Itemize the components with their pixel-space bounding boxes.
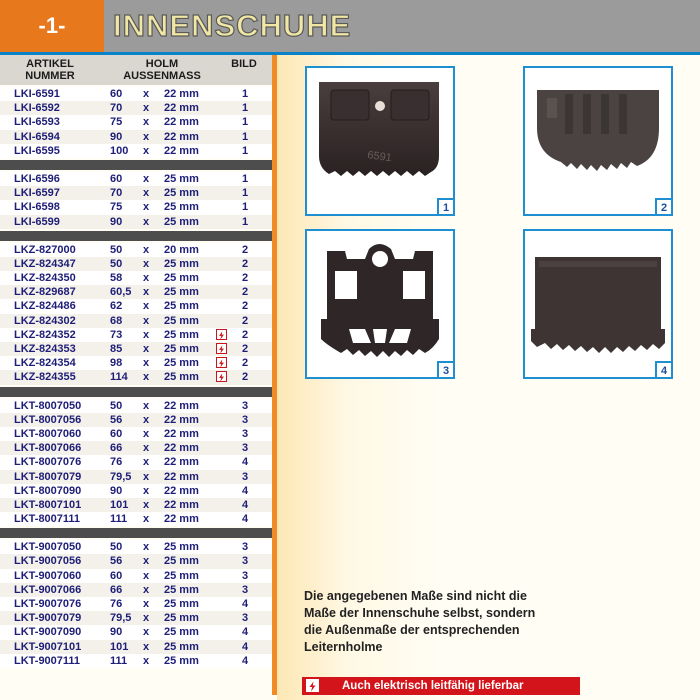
table-row bbox=[0, 299, 272, 313]
width-value: 90 bbox=[110, 626, 123, 639]
table-row bbox=[0, 455, 272, 469]
table-row bbox=[0, 314, 272, 328]
article-number: LKT-8007079 bbox=[14, 470, 82, 483]
article-number: LKZ-824353 bbox=[14, 343, 76, 355]
height-value: 25 mm bbox=[164, 215, 199, 228]
image-number: 2 bbox=[655, 198, 673, 216]
height-value: 22 mm bbox=[164, 513, 199, 526]
times-sign: x bbox=[143, 541, 150, 554]
lightning-icon bbox=[216, 329, 227, 340]
innenschuh-bild-4-icon bbox=[525, 231, 671, 377]
note-line: Maße der Innenschuhe selbst, sondern bbox=[304, 606, 536, 620]
height-value: 25 mm bbox=[164, 654, 199, 667]
bild-number: 2 bbox=[241, 272, 249, 285]
image-box-3 bbox=[305, 229, 455, 379]
times-sign: x bbox=[143, 612, 150, 625]
article-number: LKI-6594 bbox=[14, 130, 60, 143]
times-sign: x bbox=[143, 470, 150, 483]
width-value: 76 bbox=[110, 456, 123, 469]
times-sign: x bbox=[143, 654, 150, 667]
table-row bbox=[0, 427, 272, 441]
bild-number: 1 bbox=[241, 201, 249, 214]
width-value: 60 bbox=[110, 569, 123, 582]
times-sign: x bbox=[143, 300, 150, 313]
height-value: 25 mm bbox=[164, 328, 199, 341]
article-number: LKT-9007090 bbox=[14, 626, 82, 639]
width-value: 66 bbox=[110, 583, 123, 596]
height-value: 25 mm bbox=[164, 187, 199, 200]
width-value: 70 bbox=[110, 102, 123, 115]
times-sign: x bbox=[143, 640, 150, 653]
width-value: 50 bbox=[110, 399, 123, 412]
table-row bbox=[0, 597, 272, 611]
article-number: LKT-9007056 bbox=[14, 555, 82, 568]
table-row bbox=[0, 512, 272, 526]
table-row bbox=[0, 101, 272, 115]
height-value: 22 mm bbox=[164, 484, 199, 497]
times-sign: x bbox=[143, 88, 150, 100]
width-value: 101 bbox=[110, 498, 129, 511]
width-value: 56 bbox=[110, 413, 123, 426]
table-row bbox=[0, 328, 272, 342]
bild-number: 3 bbox=[241, 555, 249, 568]
bild-number: 4 bbox=[241, 498, 249, 511]
conductive-banner bbox=[302, 677, 580, 695]
height-value: 22 mm bbox=[164, 130, 199, 143]
table-row bbox=[0, 583, 272, 597]
times-sign: x bbox=[143, 357, 150, 370]
group-separator bbox=[0, 160, 272, 170]
article-number: LKT-9007050 bbox=[14, 541, 82, 554]
times-sign: x bbox=[143, 130, 150, 143]
bild-number: 2 bbox=[241, 314, 249, 327]
article-number: LKI-6599 bbox=[14, 215, 60, 228]
width-value: 76 bbox=[110, 598, 123, 610]
height-value: 25 mm bbox=[164, 569, 199, 582]
bild-number: 3 bbox=[241, 427, 249, 440]
height-value: 25 mm bbox=[164, 598, 199, 610]
article-number: LKZ-827000 bbox=[14, 243, 76, 256]
article-number: LKZ-824347 bbox=[14, 257, 76, 270]
height-value: 25 mm bbox=[164, 583, 199, 596]
bild-number: 4 bbox=[241, 598, 249, 610]
width-value: 60 bbox=[110, 427, 123, 440]
bild-number: 2 bbox=[241, 328, 249, 341]
article-number: LKT-8007066 bbox=[14, 442, 82, 455]
article-number: LKZ-824355 bbox=[14, 371, 76, 384]
width-value: 100 bbox=[110, 144, 129, 157]
note-line: die Außenmaße der entsprechenden bbox=[304, 623, 520, 637]
lightning-icon bbox=[216, 357, 227, 368]
height-value: 22 mm bbox=[164, 116, 199, 129]
bild-number: 3 bbox=[241, 442, 249, 455]
width-value: 62 bbox=[110, 300, 123, 313]
times-sign: x bbox=[143, 314, 150, 327]
bild-number: 1 bbox=[241, 187, 249, 200]
bild-number: 1 bbox=[241, 144, 249, 157]
height-value: 22 mm bbox=[164, 442, 199, 455]
width-value: 50 bbox=[110, 257, 123, 270]
table-row bbox=[0, 257, 272, 271]
article-number: LKT-9007079 bbox=[14, 612, 82, 625]
width-value: 85 bbox=[110, 343, 123, 355]
table-row bbox=[0, 115, 272, 129]
article-number: LKT-9007076 bbox=[14, 598, 82, 610]
bild-number: 2 bbox=[241, 371, 249, 384]
times-sign: x bbox=[143, 498, 150, 511]
height-value: 25 mm bbox=[164, 201, 199, 214]
article-number: LKT-9007060 bbox=[14, 569, 82, 582]
width-value: 75 bbox=[110, 201, 123, 214]
table-row bbox=[0, 441, 272, 455]
article-table bbox=[0, 87, 272, 668]
group-separator bbox=[0, 231, 272, 241]
times-sign: x bbox=[143, 456, 150, 469]
bild-number: 3 bbox=[241, 470, 249, 483]
width-value: 90 bbox=[110, 484, 123, 497]
bild-number: 3 bbox=[241, 569, 249, 582]
table-header bbox=[0, 55, 272, 85]
height-value: 25 mm bbox=[164, 343, 199, 355]
height-value: 25 mm bbox=[164, 272, 199, 285]
times-sign: x bbox=[143, 569, 150, 582]
page-title: INNENSCHUHE bbox=[113, 8, 352, 43]
bild-number: 1 bbox=[241, 102, 249, 115]
table-row bbox=[0, 271, 272, 285]
table-row bbox=[0, 654, 272, 668]
bild-number: 4 bbox=[241, 513, 249, 526]
width-value: 60 bbox=[110, 88, 123, 100]
table-row bbox=[0, 356, 272, 370]
table-row bbox=[0, 87, 272, 101]
innenschuh-bild-1-icon bbox=[307, 68, 453, 214]
note-line: Leiternholme bbox=[304, 640, 383, 654]
times-sign: x bbox=[143, 399, 150, 412]
bild-number: 3 bbox=[241, 541, 249, 554]
bild-number: 2 bbox=[241, 243, 249, 256]
table-row bbox=[0, 243, 272, 257]
bild-number: 1 bbox=[241, 172, 249, 185]
table-row bbox=[0, 399, 272, 413]
table-row bbox=[0, 413, 272, 427]
table-row bbox=[0, 498, 272, 512]
page-number: -1- bbox=[0, 0, 104, 52]
times-sign: x bbox=[143, 144, 150, 157]
bild-number: 2 bbox=[241, 343, 249, 355]
times-sign: x bbox=[143, 286, 150, 299]
emboss-number: 6591 bbox=[366, 149, 393, 165]
image-box-4 bbox=[523, 229, 673, 379]
header-holm-aussenmass bbox=[114, 58, 210, 82]
article-number: LKT-8007076 bbox=[14, 456, 82, 469]
bild-number: 2 bbox=[241, 257, 249, 270]
banner-text: Auch elektrisch leitfähig lieferbar bbox=[342, 680, 524, 692]
times-sign: x bbox=[143, 598, 150, 610]
height-value: 25 mm bbox=[164, 300, 199, 313]
times-sign: x bbox=[143, 116, 150, 129]
table-row bbox=[0, 611, 272, 625]
bild-number: 2 bbox=[241, 286, 249, 299]
group-separator bbox=[0, 528, 272, 538]
lightning-icon bbox=[306, 679, 319, 692]
header-bild bbox=[226, 58, 262, 70]
image-number: 4 bbox=[655, 361, 673, 379]
height-value: 20 mm bbox=[164, 243, 199, 256]
times-sign: x bbox=[143, 442, 150, 455]
bild-number: 3 bbox=[241, 413, 249, 426]
times-sign: x bbox=[143, 513, 150, 526]
bild-number: 4 bbox=[241, 654, 249, 667]
width-value: 66 bbox=[110, 442, 123, 455]
width-value: 90 bbox=[110, 130, 123, 143]
bild-number: 3 bbox=[241, 583, 249, 596]
height-value: 25 mm bbox=[164, 626, 199, 639]
article-number: LKI-6598 bbox=[14, 201, 60, 214]
bild-number: 4 bbox=[241, 626, 249, 639]
times-sign: x bbox=[143, 343, 150, 355]
table-row bbox=[0, 200, 272, 214]
bild-number: 2 bbox=[241, 300, 249, 313]
height-value: 25 mm bbox=[164, 357, 199, 370]
note-line: Die angegebenen Maße sind nicht die bbox=[304, 589, 527, 603]
article-number: LKZ-824486 bbox=[14, 300, 76, 313]
height-value: 25 mm bbox=[164, 640, 199, 653]
image-box-2 bbox=[523, 66, 673, 216]
column-divider bbox=[272, 55, 277, 695]
width-value: 68 bbox=[110, 314, 123, 327]
table-row bbox=[0, 342, 272, 356]
table-row bbox=[0, 554, 272, 568]
height-value: 25 mm bbox=[164, 286, 199, 299]
times-sign: x bbox=[143, 257, 150, 270]
group-separator bbox=[0, 387, 272, 397]
article-number: LKI-6596 bbox=[14, 172, 60, 185]
width-value: 111 bbox=[110, 654, 128, 667]
table-row bbox=[0, 215, 272, 229]
article-number: LKZ-824302 bbox=[14, 314, 76, 327]
width-value: 111 bbox=[110, 513, 128, 526]
width-value: 79,5 bbox=[110, 470, 132, 483]
height-value: 22 mm bbox=[164, 413, 199, 426]
innenschuh-bild-2-icon bbox=[525, 68, 671, 214]
times-sign: x bbox=[143, 626, 150, 639]
header-artikel-nummer bbox=[14, 58, 86, 82]
header-aussenmass: AUSSENMASS bbox=[123, 70, 201, 82]
dimension-note bbox=[304, 588, 604, 656]
width-value: 98 bbox=[110, 357, 123, 370]
table-row bbox=[0, 470, 272, 484]
table-row bbox=[0, 640, 272, 654]
times-sign: x bbox=[143, 484, 150, 497]
times-sign: x bbox=[143, 555, 150, 568]
width-value: 58 bbox=[110, 272, 123, 285]
table-row bbox=[0, 172, 272, 186]
article-number: LKI-6597 bbox=[14, 187, 60, 200]
article-number: LKI-6592 bbox=[14, 102, 60, 115]
header-holm: HOLM bbox=[145, 58, 179, 70]
header-nummer: NUMMER bbox=[25, 70, 75, 82]
height-value: 25 mm bbox=[164, 555, 199, 568]
times-sign: x bbox=[143, 172, 150, 185]
image-box-1 bbox=[305, 66, 455, 216]
bild-number: 4 bbox=[241, 484, 249, 497]
height-value: 25 mm bbox=[164, 541, 199, 554]
width-value: 60 bbox=[110, 172, 123, 185]
bild-number: 1 bbox=[241, 88, 249, 100]
image-number: 3 bbox=[437, 361, 455, 379]
article-number: LKT-9007101 bbox=[14, 640, 82, 653]
table-row bbox=[0, 130, 272, 144]
table-row bbox=[0, 625, 272, 639]
table-row bbox=[0, 285, 272, 299]
table-row bbox=[0, 370, 272, 384]
article-number: LKZ-829687 bbox=[14, 286, 76, 299]
times-sign: x bbox=[143, 413, 150, 426]
times-sign: x bbox=[143, 102, 150, 115]
article-number: LKT-8007060 bbox=[14, 427, 82, 440]
width-value: 60,5 bbox=[110, 286, 132, 299]
height-value: 22 mm bbox=[164, 470, 199, 483]
width-value: 101 bbox=[110, 640, 129, 653]
header-bild-label: BILD bbox=[231, 58, 257, 70]
article-number: LKZ-824354 bbox=[14, 357, 76, 370]
width-value: 50 bbox=[110, 541, 123, 554]
article-number: LKI-6595 bbox=[14, 144, 60, 157]
times-sign: x bbox=[143, 371, 150, 384]
innenschuh-bild-3-icon bbox=[307, 231, 453, 377]
height-value: 25 mm bbox=[164, 612, 199, 625]
article-number: LKT-8007056 bbox=[14, 413, 82, 426]
lightning-icon bbox=[216, 371, 227, 382]
times-sign: x bbox=[143, 187, 150, 200]
height-value: 25 mm bbox=[164, 257, 199, 270]
image-number: 1 bbox=[437, 198, 455, 216]
width-value: 50 bbox=[110, 243, 123, 256]
table-row bbox=[0, 186, 272, 200]
article-number: LKT-8007050 bbox=[14, 399, 82, 412]
width-value: 114 bbox=[110, 371, 128, 384]
times-sign: x bbox=[143, 201, 150, 214]
height-value: 22 mm bbox=[164, 399, 199, 412]
article-number: LKT-9007066 bbox=[14, 583, 82, 596]
times-sign: x bbox=[143, 215, 150, 228]
height-value: 25 mm bbox=[164, 314, 199, 327]
width-value: 79,5 bbox=[110, 612, 132, 625]
article-number: LKT-8007101 bbox=[14, 498, 82, 511]
header-artikel: ARTIKEL bbox=[26, 58, 74, 70]
bild-number: 1 bbox=[241, 215, 249, 228]
bild-number: 4 bbox=[241, 456, 249, 469]
times-sign: x bbox=[143, 427, 150, 440]
times-sign: x bbox=[143, 243, 150, 256]
article-number: LKI-6593 bbox=[14, 116, 60, 129]
article-number: LKT-8007111 bbox=[14, 513, 81, 526]
lightning-icon bbox=[216, 343, 227, 354]
bild-number: 1 bbox=[241, 116, 249, 129]
height-value: 22 mm bbox=[164, 144, 199, 157]
article-number: LKT-8007090 bbox=[14, 484, 82, 497]
height-value: 25 mm bbox=[164, 371, 199, 384]
width-value: 56 bbox=[110, 555, 123, 568]
bild-number: 3 bbox=[241, 612, 249, 625]
width-value: 75 bbox=[110, 116, 123, 129]
times-sign: x bbox=[143, 583, 150, 596]
width-value: 90 bbox=[110, 215, 123, 228]
table-row bbox=[0, 569, 272, 583]
height-value: 22 mm bbox=[164, 498, 199, 511]
bild-number: 3 bbox=[241, 399, 249, 412]
article-number: LKZ-824352 bbox=[14, 328, 76, 341]
height-value: 22 mm bbox=[164, 427, 199, 440]
bild-number: 4 bbox=[241, 640, 249, 653]
header-bar bbox=[0, 0, 700, 52]
times-sign: x bbox=[143, 328, 150, 341]
article-number: LKT-9007111 bbox=[14, 654, 81, 667]
width-value: 73 bbox=[110, 328, 123, 341]
height-value: 22 mm bbox=[164, 88, 199, 100]
width-value: 70 bbox=[110, 187, 123, 200]
height-value: 22 mm bbox=[164, 456, 199, 469]
table-row bbox=[0, 144, 272, 158]
article-number: LKZ-824350 bbox=[14, 272, 76, 285]
bild-number: 1 bbox=[241, 130, 249, 143]
times-sign: x bbox=[143, 272, 150, 285]
article-number: LKI-6591 bbox=[14, 88, 60, 100]
height-value: 25 mm bbox=[164, 172, 199, 185]
height-value: 22 mm bbox=[164, 102, 199, 115]
table-row bbox=[0, 540, 272, 554]
bild-number: 2 bbox=[241, 357, 249, 370]
table-row bbox=[0, 484, 272, 498]
